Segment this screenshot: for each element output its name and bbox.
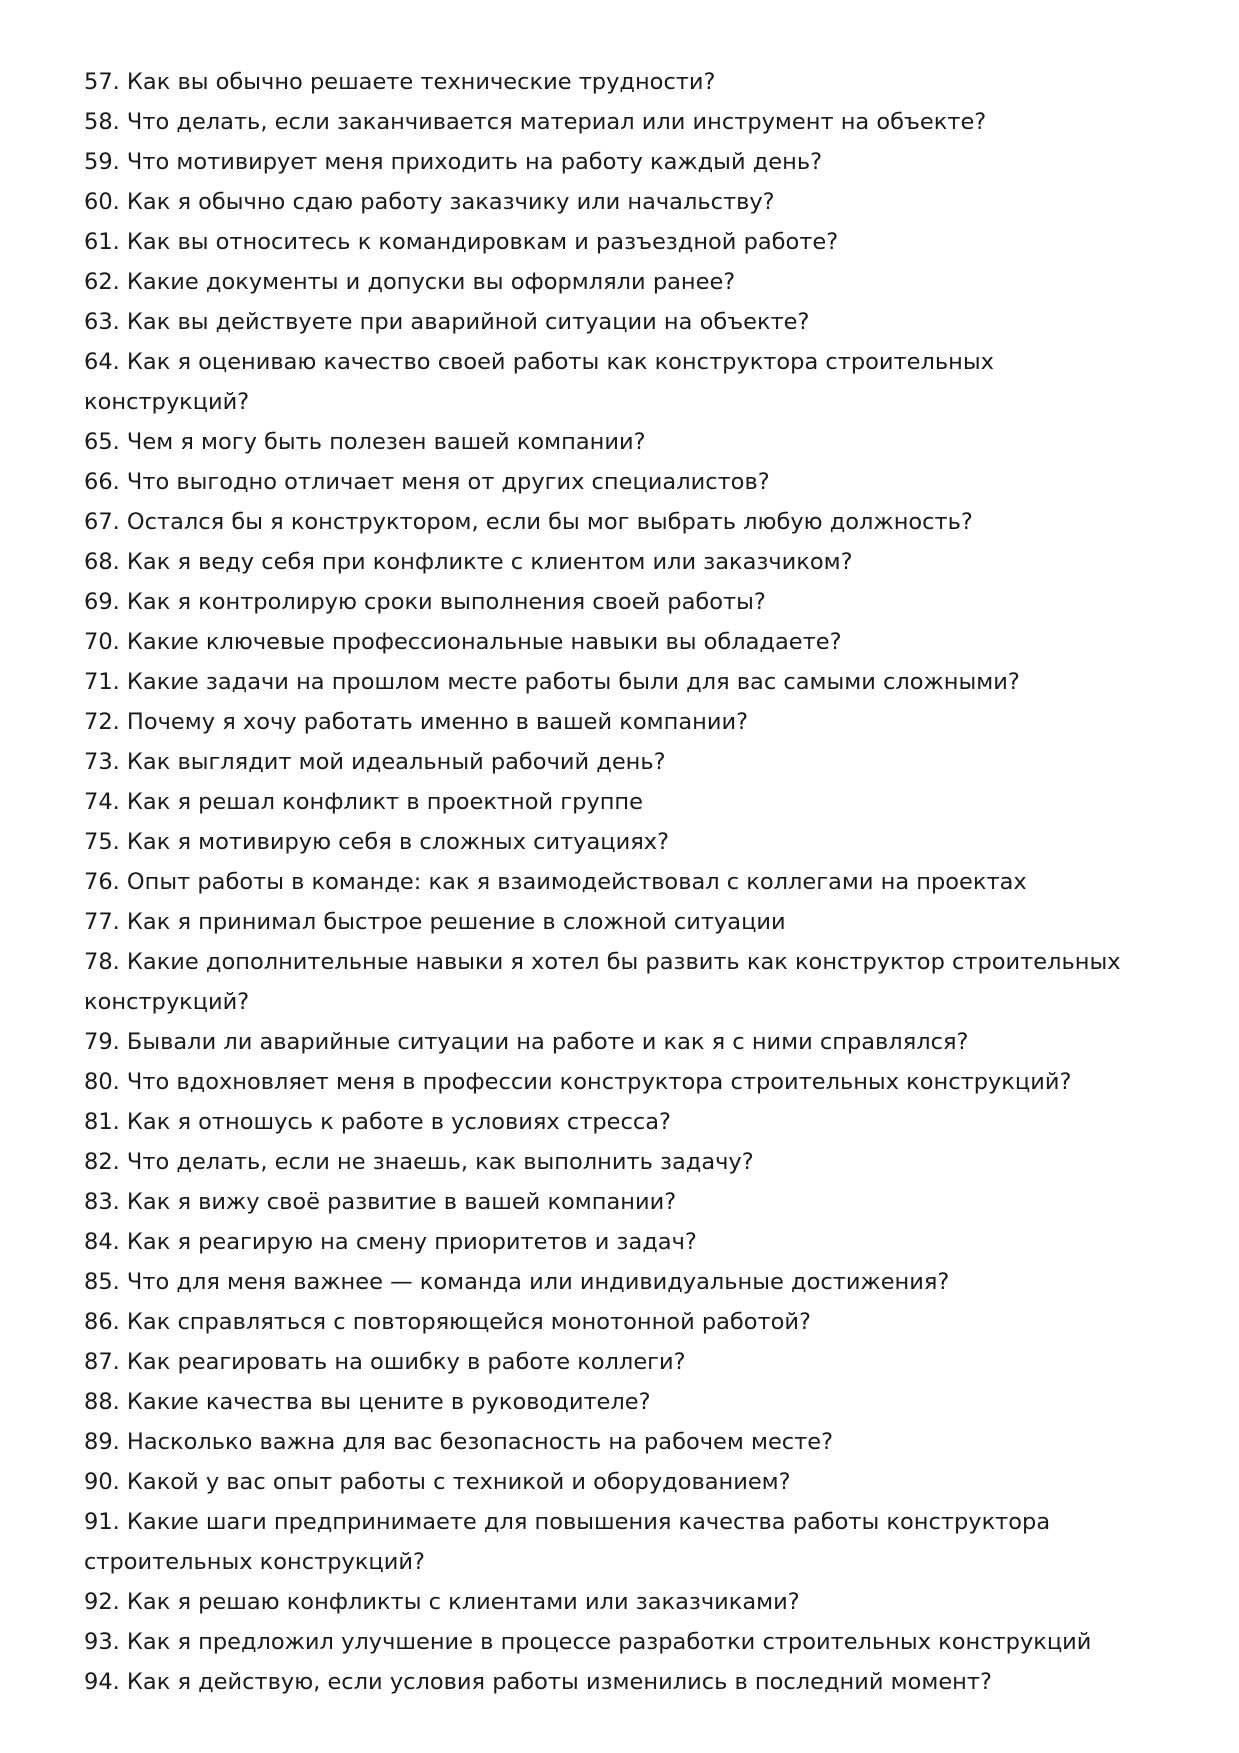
question-item: 73. Как выглядит мой идеальный рабочий день?	[84, 749, 666, 775]
question-item: 64. Как я оцениваю качество своей работы как конструктора строительных конструкций?	[84, 349, 994, 415]
question-item: 77. Как я принимал быстрое решение в сложной ситуации	[84, 909, 786, 935]
question-item: 61. Как вы относитесь к командировкам и разъездной работе?	[84, 229, 839, 255]
question-item: 65. Чем я могу быть полезен вашей компании?	[84, 429, 646, 455]
question-item: 84. Как я реагирую на смену приоритетов и задач?	[84, 1229, 697, 1255]
question-item: 81. Как я отношусь к работе в условиях стресса?	[84, 1109, 671, 1135]
question-item: 75. Как я мотивирую себя в сложных ситуациях?	[84, 829, 670, 855]
question-item: 57. Как вы обычно решаете технические трудности?	[84, 69, 716, 95]
question-list	[84, 62, 1164, 1702]
question-item: 59. Что мотивирует меня приходить на работу каждый день?	[84, 149, 823, 175]
question-item: 92. Как я решаю конфликты с клиентами или заказчиками?	[84, 1589, 800, 1615]
question-item: 87. Как реагировать на ошибку в работе коллеги?	[84, 1349, 686, 1375]
question-item: 66. Что выгодно отличает меня от других специалистов?	[84, 469, 770, 495]
question-item: 88. Какие качества вы цените в руководителе?	[84, 1389, 651, 1415]
question-item: 80. Что вдохновляет меня в профессии конструктора строительных конструкций?	[84, 1069, 1072, 1095]
question-item: 86. Как справляться с повторяющейся монотонной работой?	[84, 1309, 811, 1335]
question-item: 93. Как я предложил улучшение в процессе разработки строительных конструкций	[84, 1629, 1092, 1655]
question-item: 71. Какие задачи на прошлом месте работы были для вас самыми сложными?	[84, 669, 1020, 695]
question-item: 91. Какие шаги предпринимаете для повышения качества работы конструктора строительных конструкций?	[84, 1509, 1051, 1575]
question-item: 69. Как я контролирую сроки выполнения своей работы?	[84, 589, 766, 615]
question-item: 89. Насколько важна для вас безопасность на рабочем месте?	[84, 1429, 834, 1455]
question-item: 72. Почему я хочу работать именно в вашей компании?	[84, 709, 749, 735]
question-item: 63. Как вы действуете при аварийной ситуации на объекте?	[84, 309, 810, 335]
question-item: 60. Как я обычно сдаю работу заказчику или начальству?	[84, 189, 775, 215]
question-item: 85. Что для меня важнее — команда или индивидуальные достижения?	[84, 1269, 950, 1295]
question-item: 62. Какие документы и допуски вы оформляли ранее?	[84, 269, 736, 295]
question-item: 67. Остался бы я конструктором, если бы мог выбрать любую должность?	[84, 509, 973, 535]
question-item: 83. Как я вижу своё развитие в вашей компании?	[84, 1189, 677, 1215]
question-item: 74. Как я решал конфликт в проектной группе	[84, 789, 643, 815]
question-item: 68. Как я веду себя при конфликте с клиентом или заказчиком?	[84, 549, 853, 575]
question-item: 94. Как я действую, если условия работы изменились в последний момент?	[84, 1669, 992, 1695]
question-item: 82. Что делать, если не знаешь, как выполнить задачу?	[84, 1149, 754, 1175]
question-item: 79. Бывали ли аварийные ситуации на работе и как я с ними справлялся?	[84, 1029, 969, 1055]
question-item: 76. Опыт работы в команде: как я взаимодействовал с коллегами на проектах	[84, 869, 1027, 895]
question-item: 58. Что делать, если заканчивается материал или инструмент на объекте?	[84, 109, 987, 135]
question-item: 70. Какие ключевые профессиональные навыки вы обладаете?	[84, 629, 842, 655]
question-item: 78. Какие дополнительные навыки я хотел бы развить как конструктор строительных конструкций?	[84, 949, 1121, 1015]
question-item: 90. Какой у вас опыт работы с техникой и оборудованием?	[84, 1469, 791, 1495]
document-page	[84, 62, 1164, 1702]
